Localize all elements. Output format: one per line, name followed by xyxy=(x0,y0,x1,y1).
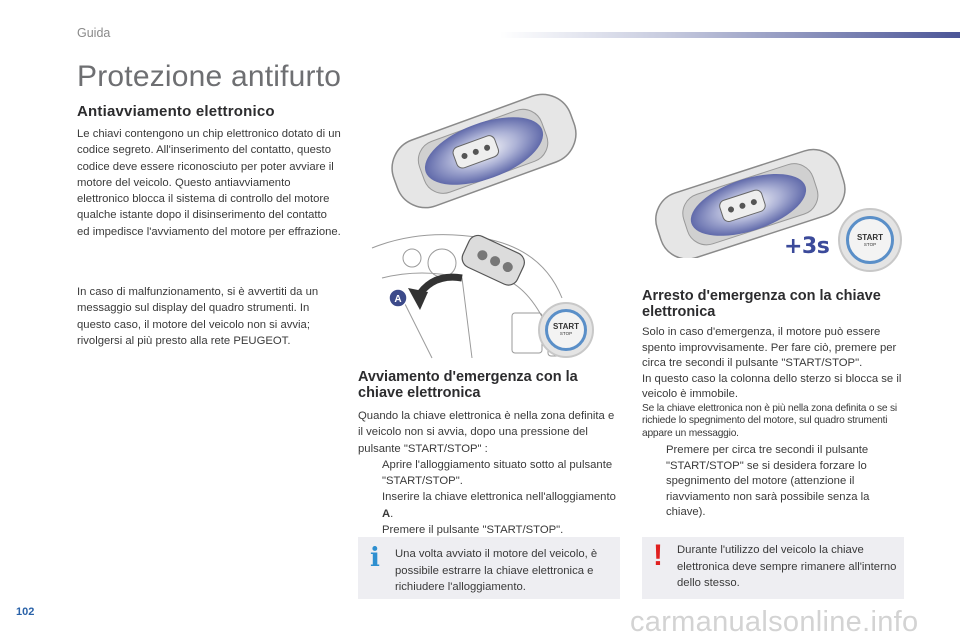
header-rule xyxy=(500,32,960,38)
car-top-illustration xyxy=(378,86,590,216)
paragraph-antiavviamento: Le chiavi contengono un chip elettronico dotato di un codice segreto. All'inserimento del contatto, questo codice deve essere riconosciuto per poter avviare il motore del veicolo. Questo antiavviamento elettronico blocca il sistema di controllo del motore qualche istante dopo il disinserimento del contatto ed impedisce l'avviamento del motore per effrazione. xyxy=(77,128,341,238)
watermark: carmanualsonline.info xyxy=(630,606,919,638)
paragraph-arresto-2: In questo caso la colonna dello sterzo si blocca se il veicolo è immobile. xyxy=(642,372,902,400)
arresto-content xyxy=(642,325,907,521)
start-label-right: START xyxy=(856,232,884,242)
paragraph-avviamento: Quando la chiave elettronica è nella zona definita e il veicolo non si avvia, dopo una pressione del pulsante "START/STOP" : xyxy=(358,410,615,455)
info-icon: i xyxy=(370,543,380,573)
list-item: Inserire la chiave elettronica nell'alloggiamento A. xyxy=(382,491,616,520)
start-label: START xyxy=(552,322,580,332)
list-item: Aprire l'alloggiamento situato sotto al pulsante "START/STOP". xyxy=(382,458,613,488)
heading-avviamento-emergenza: Avviamento d'emergenza con la chiave elettronica xyxy=(358,369,578,401)
stop-label-right: STOP xyxy=(863,241,877,247)
heading-antiavviamento: Antiavviamento elettronico xyxy=(77,103,275,120)
page-title: Protezione antifurto xyxy=(77,60,342,93)
start-stop-button-icon-right xyxy=(838,208,902,272)
callout-a-label: A xyxy=(394,294,402,305)
info-box xyxy=(358,537,620,599)
info-text: Una volta avviato il motore del veicolo, è possibile estrarre la chiave elettronica e richiudere l'alloggiamento. xyxy=(395,548,598,593)
list-item: Premere il pulsante "START/STOP". xyxy=(382,524,564,537)
warning-icon: ! xyxy=(653,539,663,572)
paragraph-malfunzionamento: In caso di malfunzionamento, si è avvertiti da un messaggio sul display del quadro strumenti. In questo caso, il motore del veicolo non si avvia; rivolgersi al più presto alla rete PEUGEOT. xyxy=(77,286,319,347)
warning-text: Durante l'utilizzo del veicolo la chiave elettronica deve sempre rimanere all'interno dello stesso. xyxy=(677,544,897,589)
paragraph-arresto-1: Solo in caso d'emergenza, il motore può essere spento improvvisamente. Per fare ciò, premere per circa tre secondi il pulsante "START/STOP". xyxy=(642,326,897,369)
page-number: 102 xyxy=(16,606,35,618)
avviamento-content xyxy=(358,408,618,538)
avviamento-steps xyxy=(358,457,618,538)
arresto-steps xyxy=(642,443,907,521)
heading-arresto-emergenza: Arresto d'emergenza con la chiave elettronica xyxy=(642,288,881,320)
start-stop-button-icon-middle xyxy=(538,302,594,358)
callout-a-ref: A xyxy=(382,507,391,520)
section-label: Guida xyxy=(77,26,111,40)
paragraph-arresto-3: Se la chiave elettronica non è più nella zona definita o se si richiede lo spegnimento del motore, sul quadro strumenti appare un messaggio. xyxy=(642,402,897,439)
list-item: Premere per circa tre secondi il pulsante "START/STOP" se si desidera forzare lo spegnimento del motore (attenzione il riavviamento non sarà possibile senza la chiave). xyxy=(666,444,870,518)
warning-box xyxy=(642,537,904,599)
timer-3s-icon: +3s xyxy=(784,234,830,259)
stop-label: STOP xyxy=(559,331,573,337)
